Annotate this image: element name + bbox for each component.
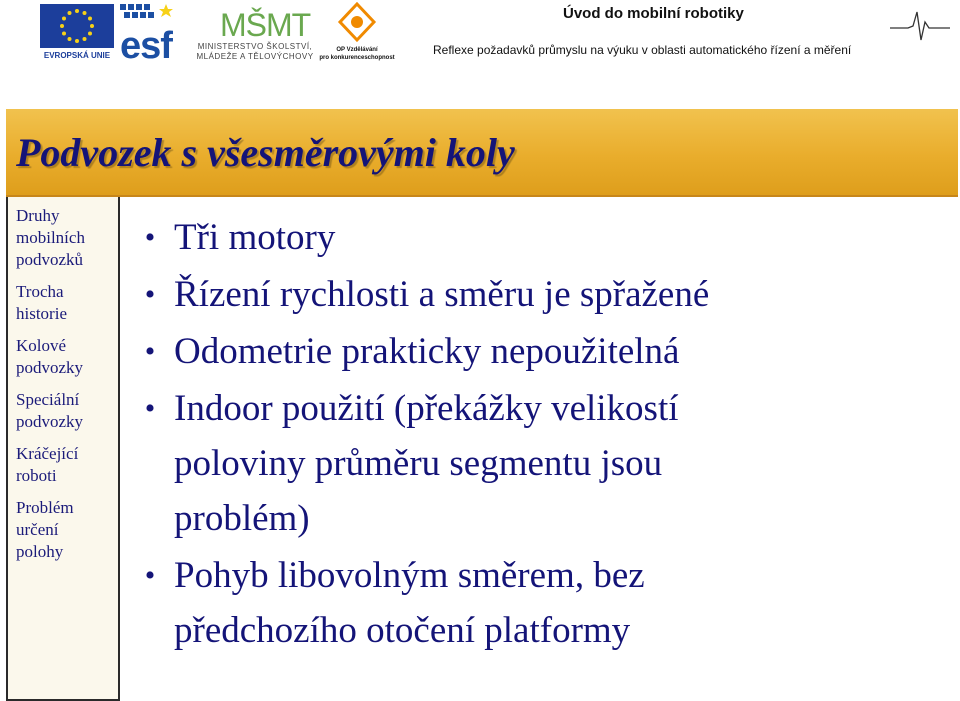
msmt-caption (195, 42, 315, 62)
esf-wordmark: esf (120, 25, 172, 64)
bullet-item (132, 210, 947, 265)
msmt-caption-line1: MINISTERSTVO ŠKOLSTVÍ, (197, 42, 313, 51)
bullet-marker: • (144, 278, 156, 311)
course-subtitle: Reflexe požadavků průmyslu na výuku v oblasti automatického řízení a měření (433, 43, 852, 57)
op-caption-line1: OP Vzdělávání (336, 47, 378, 53)
eu-flag-icon (40, 4, 114, 48)
bullet-text: Tři motory (174, 217, 336, 258)
bullet-marker: • (144, 335, 156, 368)
bullet-marker: • (144, 559, 156, 592)
op-caption-line2: pro konkurenceschopnost (319, 55, 395, 61)
msmt-caption-line2: MLÁDEŽE A TĚLOVÝCHOVY (196, 52, 314, 61)
title-bar (6, 109, 958, 197)
sidebar-item-specialni-podvozky[interactable]: Speciální podvozky (16, 390, 84, 431)
bullet-marker: • (144, 221, 156, 254)
bullet-text: Řízení rychlosti a směru je spřažené (174, 274, 710, 315)
bullet-text: Pohyb libovolným směrem, bez předchozího otočení platformy (174, 555, 645, 651)
sidebar-item-problem-urceni-polohy[interactable]: Problém určení polohy (16, 498, 74, 561)
slide-title: Podvozek s všesměrovými koly (16, 130, 515, 175)
op-logo (318, 2, 396, 64)
course-title: Úvod do mobilní robotiky (563, 5, 744, 22)
esf-logo (120, 2, 185, 64)
sidebar-item-druhy-podvozku[interactable]: Druhy mobilních podvozků (16, 206, 85, 269)
msmt-logo (195, 2, 315, 64)
sidebar-item-kolove-podvozky[interactable]: Kolové podvozky (16, 336, 84, 377)
sidebar-item-trocha-historie[interactable]: Trocha historie (16, 282, 67, 323)
bullet-item (132, 267, 947, 322)
eu-caption: EVROPSKÁ UNIE (43, 51, 111, 60)
bullet-text: Odometrie prakticky nepoužitelná (174, 331, 680, 372)
bullet-item (132, 548, 752, 658)
op-caption (318, 46, 396, 62)
bullet-item (132, 381, 772, 546)
sidebar-item-kracejici-roboti[interactable]: Kráčející roboti (16, 444, 79, 485)
header (0, 0, 960, 70)
bullet-list (132, 210, 947, 660)
sidebar (6, 197, 120, 701)
bullet-marker: • (144, 392, 156, 425)
eu-logo (40, 4, 114, 64)
bullet-item (132, 324, 947, 379)
pulse-line-icon (890, 6, 950, 46)
msmt-wordmark: MŠMT (220, 7, 311, 42)
bullet-text: Indoor použití (překážky velikostí poloviny průměru segmentu jsou problém) (174, 388, 679, 539)
